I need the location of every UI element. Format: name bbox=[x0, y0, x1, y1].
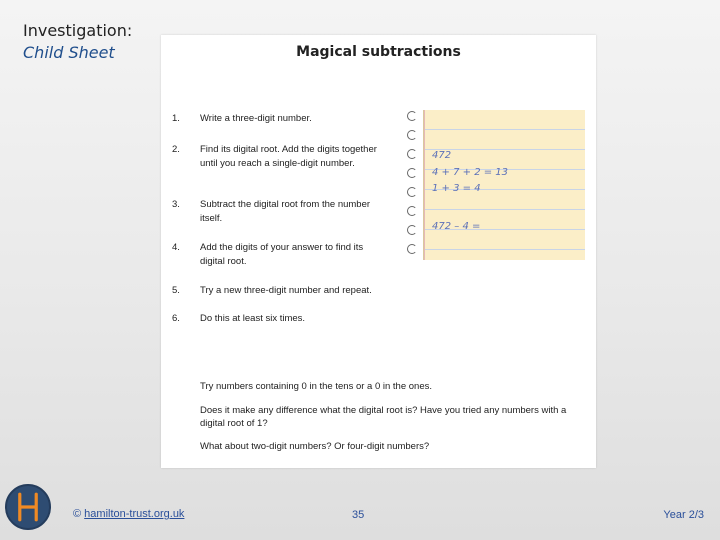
notebook-image bbox=[423, 110, 585, 260]
step-number: 6. bbox=[172, 313, 180, 324]
step-number: 3. bbox=[172, 199, 180, 210]
notebook-margin-line bbox=[424, 110, 425, 260]
copyright-link[interactable]: hamilton-trust.org.uk bbox=[84, 508, 185, 520]
notebook-line: 1 + 3 = 4 bbox=[432, 183, 481, 194]
step-number: 2. bbox=[172, 144, 180, 155]
worksheet-title: Magical subtractions bbox=[296, 44, 461, 60]
note-1: Try numbers containing 0 in the tens or a 0 in the ones. bbox=[200, 381, 433, 392]
note-2: Does it make any difference what the digital root is? Have you tried any numbers with a digital root of 1? bbox=[200, 405, 567, 429]
ring-icon bbox=[407, 187, 417, 197]
ring-icon bbox=[407, 206, 417, 216]
h-letter-icon bbox=[7, 486, 49, 528]
ring-icon bbox=[407, 168, 417, 178]
notebook-line: 472 bbox=[432, 150, 452, 161]
step-text: Try a new three-digit number and repeat. bbox=[200, 285, 372, 296]
note-3: What about two-digit numbers? Or four-digit numbers? bbox=[200, 441, 430, 452]
step-number: 4. bbox=[172, 242, 180, 253]
page-number: 35 bbox=[352, 509, 365, 521]
hamilton-h-logo-icon bbox=[5, 484, 51, 530]
step-text: Find its digital root. Add the digits together until you reach a single-digit number. bbox=[200, 144, 377, 169]
notebook-rings bbox=[407, 111, 421, 261]
footer-copyright bbox=[73, 508, 184, 520]
step-text: Subtract the digital root from the number itself. bbox=[200, 199, 371, 224]
copyright-symbol: © bbox=[73, 508, 82, 520]
ring-icon bbox=[407, 130, 417, 140]
ring-icon bbox=[407, 225, 417, 235]
step-text: Do this at least six times. bbox=[200, 313, 306, 324]
step-number: 1. bbox=[172, 113, 180, 124]
heading-subtitle: Child Sheet bbox=[23, 43, 115, 62]
ring-icon bbox=[407, 244, 417, 254]
year-label: Year 2/3 bbox=[663, 509, 704, 521]
ring-icon bbox=[407, 111, 417, 121]
step-text: Write a three-digit number. bbox=[200, 113, 312, 124]
ring-icon bbox=[407, 149, 417, 159]
step-text: Add the digits of your answer to find its digital root. bbox=[200, 242, 364, 267]
notebook-line: 4 + 7 + 2 = 13 bbox=[432, 167, 509, 178]
worksheet bbox=[161, 35, 596, 468]
slide-heading bbox=[23, 20, 132, 64]
step-number: 5. bbox=[172, 285, 180, 296]
heading-title: Investigation: bbox=[23, 21, 133, 40]
notebook-line: 472 – 4 = bbox=[432, 221, 481, 232]
